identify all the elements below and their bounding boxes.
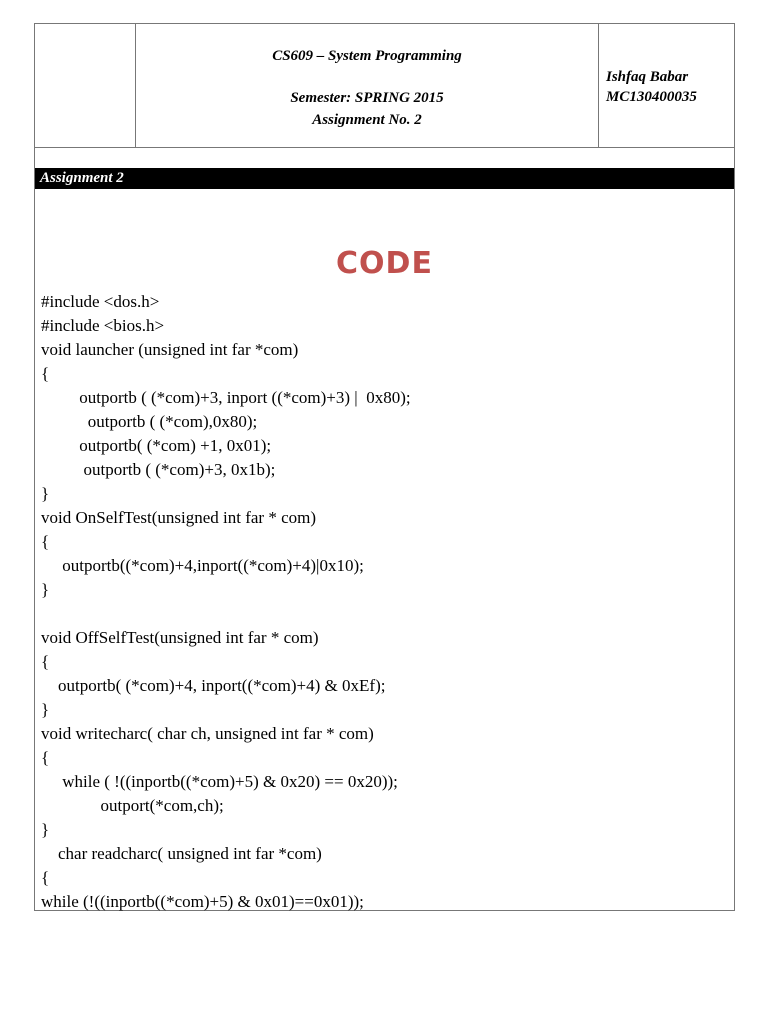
header-course-cell	[136, 24, 599, 147]
semester-label: Semester: SPRING 2015	[290, 90, 444, 106]
code-line: outportb ( (*com)+3, inport ((*com)+3) | 0x80);	[41, 388, 411, 407]
code-listing	[41, 290, 411, 914]
code-line: outport(*com,ch);	[41, 796, 224, 815]
code-heading: CODE	[336, 246, 433, 281]
code-line: }	[41, 820, 50, 839]
code-line	[41, 602, 411, 626]
assignment-number: Assignment No. 2	[312, 112, 422, 128]
header-table	[35, 24, 734, 148]
code-line: }	[41, 700, 50, 719]
code-line: outportb( (*com)+4, inport((*com)+4) & 0xEf);	[41, 676, 386, 695]
code-line: }	[41, 580, 50, 599]
code-line: }	[41, 484, 50, 503]
code-line: void OnSelfTest(unsigned int far * com)	[41, 508, 317, 527]
code-line: #include <dos.h>	[41, 292, 160, 311]
code-line: {	[41, 868, 50, 887]
code-line: void launcher (unsigned int far *com)	[41, 340, 299, 359]
header-blank-cell	[35, 24, 136, 147]
student-id: MC130400035	[606, 89, 697, 105]
code-line: void OffSelfTest(unsigned int far * com)	[41, 628, 319, 647]
document-frame	[34, 23, 735, 911]
code-line: #include <bios.h>	[41, 316, 165, 335]
code-line: outportb( (*com) +1, 0x01);	[41, 436, 272, 455]
code-line: char readcharc( unsigned int far *com)	[41, 844, 322, 863]
code-line: outportb ( (*com)+3, 0x1b);	[41, 460, 276, 479]
section-bar-label: Assignment 2	[40, 170, 124, 186]
code-line: outportb ( (*com),0x80);	[41, 412, 258, 431]
code-line: {	[41, 532, 50, 551]
code-line: {	[41, 748, 50, 767]
header-student-cell	[599, 24, 734, 147]
code-line: while ( !((inportb((*com)+5) & 0x20) == 0x20));	[41, 772, 398, 791]
code-line: while (!((inportb((*com)+5) & 0x01)==0x01));	[41, 892, 364, 911]
student-name: Ishfaq Babar	[606, 69, 689, 85]
course-title: CS609 – System Programming	[272, 48, 462, 64]
code-line: outportb((*com)+4,inport((*com)+4)|0x10);	[41, 556, 364, 575]
code-line: void writecharc( char ch, unsigned int far * com)	[41, 724, 374, 743]
code-line: {	[41, 652, 50, 671]
section-bar	[35, 168, 734, 189]
code-line: {	[41, 364, 50, 383]
